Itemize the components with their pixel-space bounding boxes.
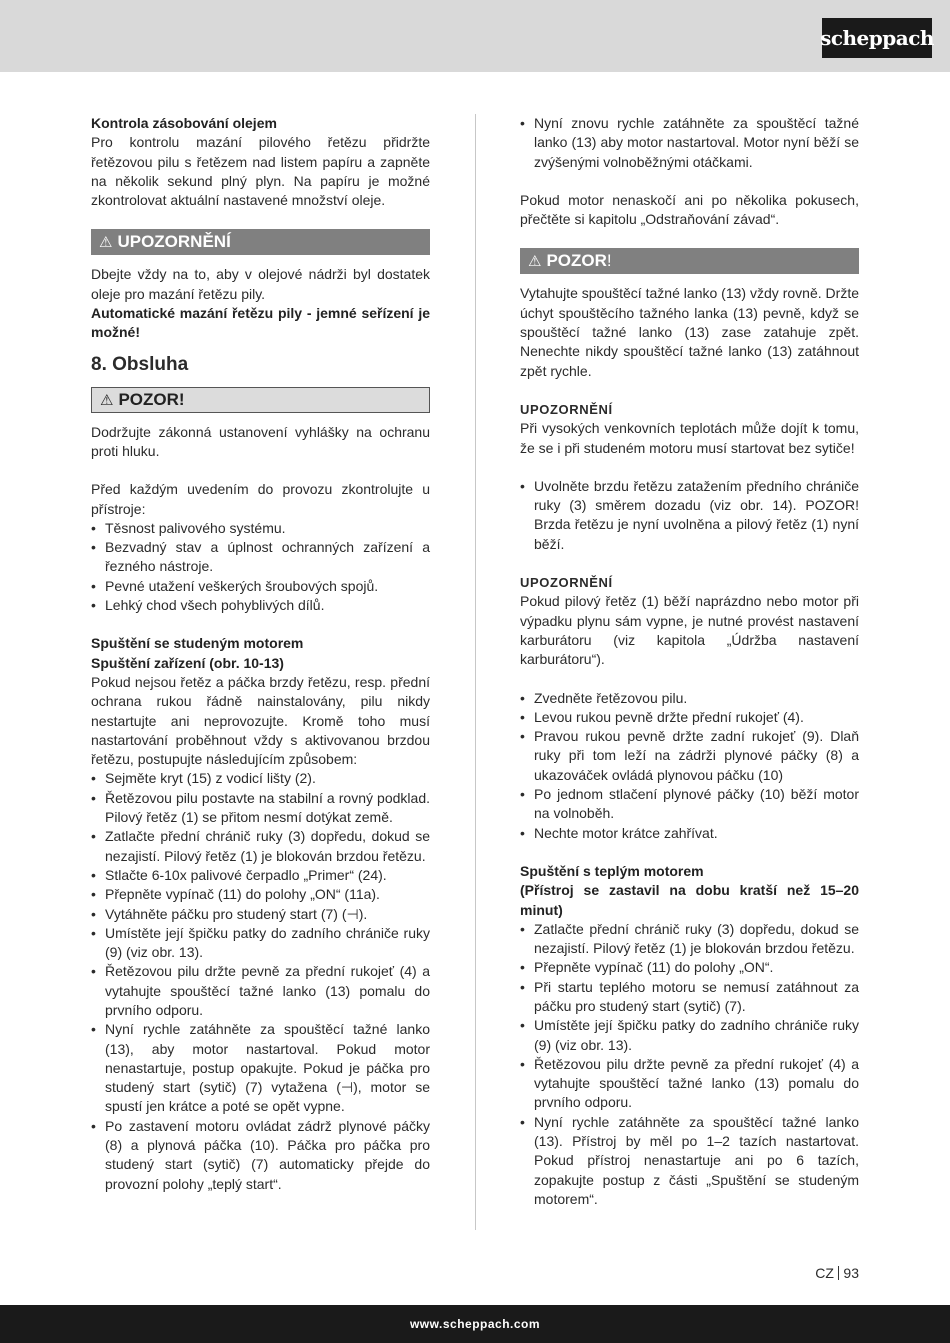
list-item: • Zvedněte řetězovou pilu. [520, 689, 859, 708]
right-column [520, 114, 859, 1209]
list-item: • Sejměte kryt (15) z vodicí lišty (2). [91, 769, 430, 788]
cold-start-text: Pokud nejsou řetěz a páčka brzdy řetězu, resp. přední ochrana rukou řádně nainstalovány, pilu nikdy nestartujte ani neprovozujte. Kromě toho musí nastartování proběhnout vždy s aktivovanou brzdou řetězu, postupujte následujícím způsobem: [91, 673, 430, 768]
warning-text: Dbejte vždy na to, aby v olejové nádrži byl dostatek oleje pro mazání řetězu pily. [91, 266, 430, 302]
oil-text: Pro kontrolu mazání pilového řetězu přidržte řetězovou pilu s řetězem nad listem papíru a zapněte na několik sekund plný plyn. Na papíru je možné zkontrolovat aktuální nastavené množství oleje. [91, 134, 430, 209]
warning-bold-text: Automatické mazání řetězu pily - jemné seřízení je možné! [91, 305, 430, 341]
list-item: • Při startu teplého motoru se nemusí zatáhnout za páčku pro studený start (sytič) (7). [520, 978, 859, 1017]
check-list [91, 519, 430, 615]
page-num: 93 [843, 1265, 859, 1281]
list-item: • Nechte motor krátce zahřívat. [520, 824, 859, 843]
list-item: • Pevné utažení veškerých šroubových spojů. [91, 577, 430, 596]
note-text: Pokud pilový řetěz (1) běží naprázdno nebo motor při výpadku plynu sám vypne, je nutné provést nastavení karburátoru (viz kapitola „Údržba nastavení karburátoru“). [520, 593, 859, 668]
list-item: • Stlačte 6-10x palivové čerpadlo „Primer“ (24). [91, 866, 430, 885]
warning-icon: ⚠ [99, 234, 113, 252]
cold-start-title: Spuštění se studeným motorem [91, 635, 304, 652]
caution-text: Vytahujte spouštěcí tažné lanko (13) vždy rovně. Držte úchyt spouštěcího tažného lanka (13) pevně, když se spouštěcí tažné lanko (13) zase zatahuje zpět. Nenechte nikdy spouštěcí tažné lanko (13) zatáhnout zpět rychle. [520, 285, 859, 379]
website-link[interactable]: www.scheppach.com [409, 1317, 541, 1331]
section-heading: 8. Obsluha [91, 353, 189, 375]
brake-list [520, 477, 859, 554]
note-title: UPOZORNĚNÍ [520, 401, 613, 417]
warning-title: UPOZORNĚNÍ [117, 232, 231, 252]
column-divider [475, 114, 476, 1230]
page-number [815, 1265, 859, 1281]
left-column [91, 114, 430, 1194]
caution-box [520, 248, 859, 274]
list-item: • Nyní rychle zatáhněte za spouštěcí tažné lanko (13). Přístroj by měl po 1–2 tazích nastartovat. Pokud přístroj nenastartuje ani po 6 tazích, zopakujte postup z části „Spuštění se studeným motorem“. [520, 1113, 859, 1209]
list-item: • Vytáhněte páčku pro studený start (7) (⊣). [91, 905, 430, 924]
warning-icon: ⚠ [100, 391, 114, 409]
list-item: • Levou rukou pevně držte přední rukojeť (4). [520, 708, 859, 727]
retry-text: Pokud motor nenaskočí ani po několika pokusech, přečtěte si kapitolu „Odstraňování závad“. [520, 191, 859, 228]
note-title: UPOZORNĚNÍ [520, 575, 613, 591]
list-item: • Zatlačte přední chránič ruky (3) dopředu, dokud se nezajistí. Pilový řetěz (1) je blokován brzdou řetězu. [520, 920, 859, 959]
header-bar [0, 0, 950, 72]
note-text: Při vysokých venkovních teplotách může dojít k tomu, že se i při studeném motoru musí startovat bez sytiče! [520, 420, 859, 456]
warm-start-list [520, 920, 859, 1209]
list-item: • Umístěte její špičku patky do zadního chrániče ruky (9) (viz obr. 13). [91, 924, 430, 963]
caution-text: Dodržujte zákonná ustanovení vyhlášky na ochranu proti hluku. [91, 423, 430, 459]
footer-bar [0, 1305, 950, 1343]
list-item: • Nyní rychle zatáhněte za spouštěcí tažné lanko (13), aby motor nastartoval. Pokud motor nenastartuje, postup opakujte. Pokud je páčka pro studený start (sytič) (7) vytažena (⊣), motor se spustí jen krátce a poté se opět vypne. [91, 1020, 430, 1116]
list-item: • Po jednom stlačení plynové páčky (10) běží motor na volnoběh. [520, 785, 859, 824]
cold-start-list [91, 769, 430, 1194]
oil-title: Kontrola zásobování olejem [91, 115, 277, 131]
restart-list [520, 114, 859, 172]
list-item: • Řetězovou pilu držte pevně za přední rukojeť (4) a vytahujte spouštěcí tažné lanko (13) pomalu do prvního odporu. [91, 962, 430, 1020]
warning-icon: ⚠ [528, 253, 542, 271]
warm-start-title: Spuštění s teplým motorem [520, 862, 704, 879]
warm-start-subtitle: (Přístroj se zastavil na dobu kratší než 15–20 minut) [520, 882, 859, 918]
check-intro: Před každým uvedením do provozu zkontrolujte u přístroje: [91, 481, 430, 517]
language-code: CZ [815, 1265, 834, 1281]
list-item: • Těsnost palivového systému. [91, 519, 430, 538]
list-item: • Uvolněte brzdu řetězu zatažením předního chrániče ruky (3) směrem dozadu (viz obr. 14). POZOR! Brzda řetězu je nyní uvolněna a pilový řetěz (1) nyní běží. [520, 477, 859, 554]
list-item: • Přepněte vypínač (11) do polohy „ON“ (11a). [91, 885, 430, 904]
warning-box [91, 229, 430, 255]
list-item: • Lehký chod všech pohyblivých dílů. [91, 596, 430, 615]
cold-start-subtitle: Spuštění zařízení (obr. 10-13) [91, 654, 284, 671]
caution-box [91, 387, 430, 413]
list-item: • Řetězovou pilu postavte na stabilní a rovný podklad. Pilový řetěz (1) se přitom nesmí dotýkat země. [91, 789, 430, 828]
list-item: • Nyní znovu rychle zatáhněte za spouštěcí tažné lanko (13) aby motor nastartoval. Motor nyní běží se zvýšenými volnoběžnými otáčkami. [520, 114, 859, 172]
list-item: • Pravou rukou pevně držte zadní rukojeť (9). Dlaň ruky při tom leží na zádrži plynové páčky (8) a ukazováček ovládá plynovou páčku (10) [520, 727, 859, 785]
brand-logo: scheppach [822, 18, 932, 58]
caution-title: POZOR! [118, 389, 185, 409]
list-item: • Umístěte její špičku patky do zadního chrániče ruky (9) (viz obr. 13). [520, 1016, 859, 1055]
caution-exclamation: ! [606, 251, 612, 271]
list-item: • Přepněte vypínač (11) do polohy „ON“. [520, 958, 859, 977]
list-item: • Bezvadný stav a úplnost ochranných zařízení a řezného nástroje. [91, 538, 430, 577]
caution-title: POZOR [546, 251, 607, 271]
list-item: • Zatlačte přední chránič ruky (3) dopředu, dokud se nezajistí. Pilový řetěz (1) je blokován brzdou řetězu. [91, 827, 430, 866]
list-item: • Po zastavení motoru ovládat zádrž plynové páčky (8) a plynová páčka (10). Páčka pro páčka pro studený start (sytič) (7) automaticky přejde do provozní polohy „teplý start“. [91, 1117, 430, 1194]
list-item: • Řetězovou pilu držte pevně za přední rukojeť (4) a vytahujte spouštěcí tažné lanko (13) pomalu do prvního odporu. [520, 1055, 859, 1113]
idle-list [520, 689, 859, 843]
